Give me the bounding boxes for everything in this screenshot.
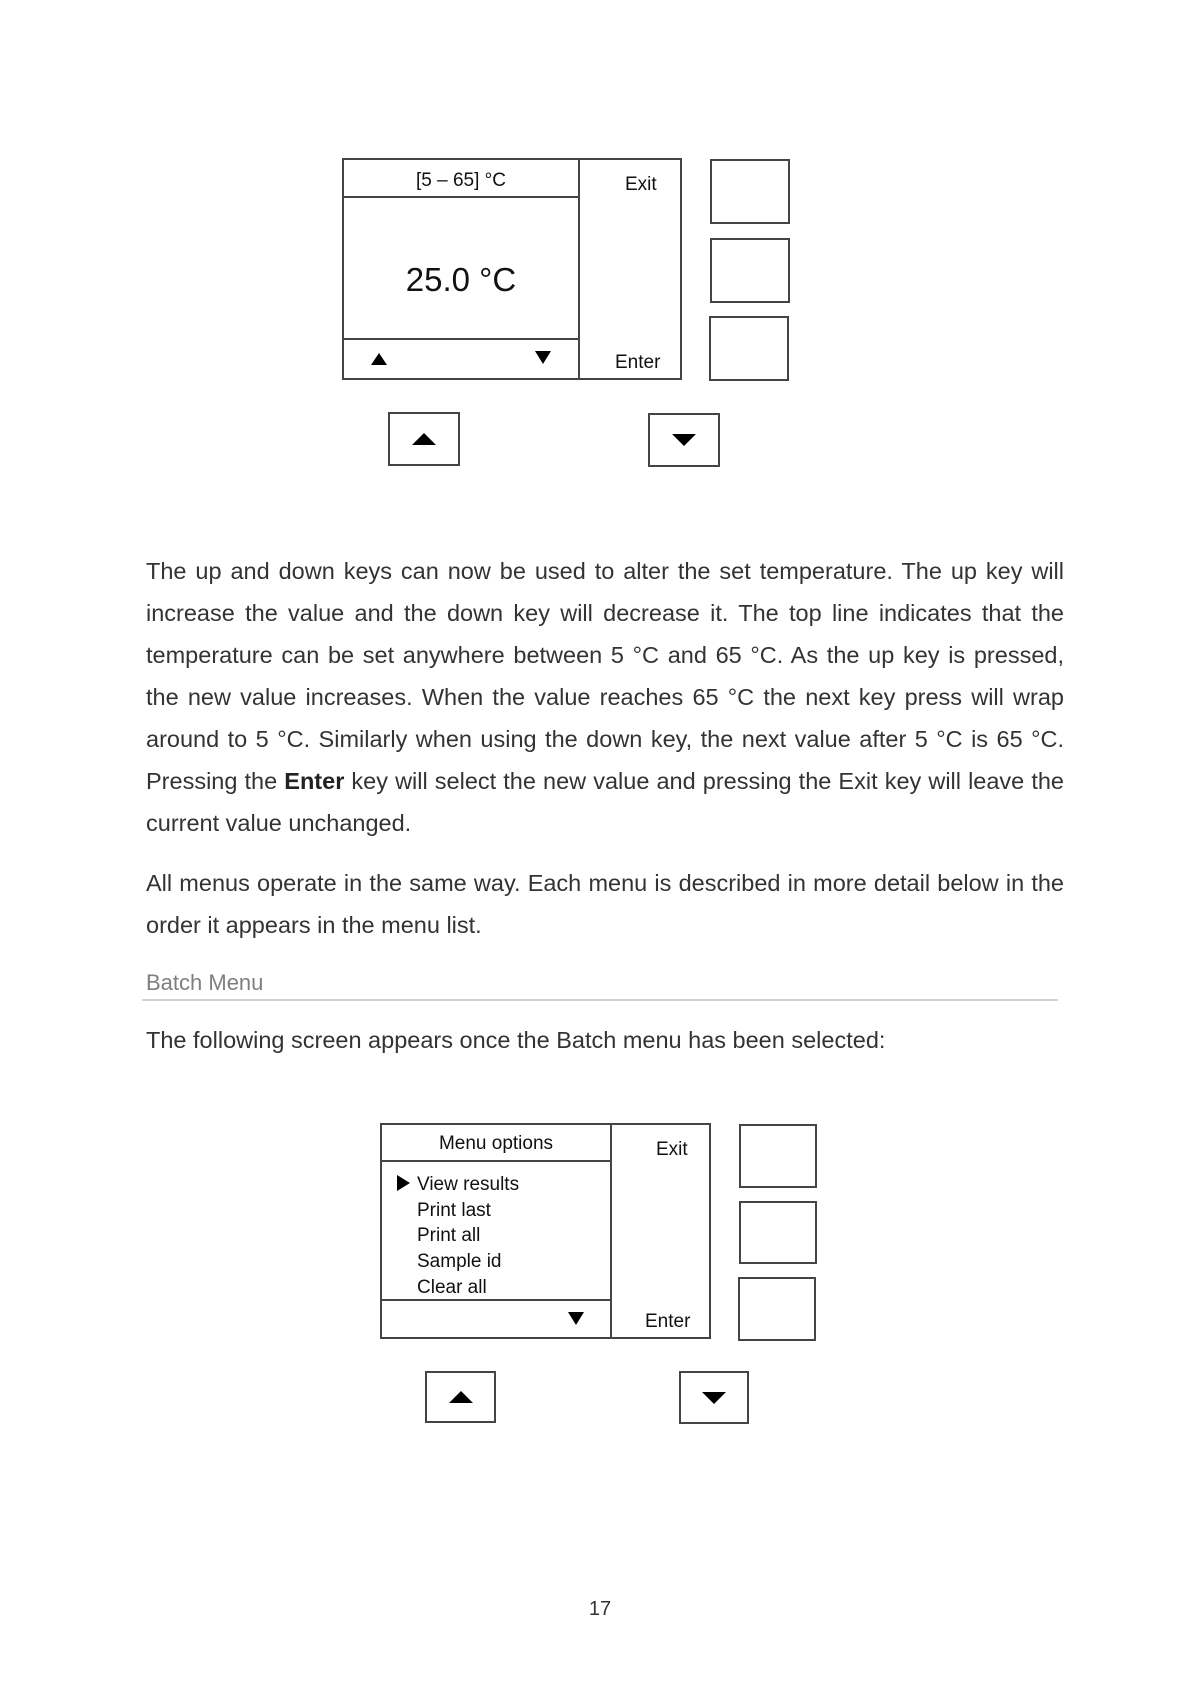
lcd-temperature-value: 25.0 °C [405,261,517,298]
middle-soft-button[interactable] [710,238,790,303]
lcd-range-header: [5 – 65] °C [416,170,506,191]
exit-label: Exit [625,174,657,195]
paragraph-text: key will select the new value and pressing the Exit key will leave the current value unchanged. [146,768,1064,836]
exit-soft-button[interactable] [739,1124,817,1188]
down-triangle-icon [535,351,551,364]
enter-label: Enter [615,352,661,373]
down-triangle-icon [568,1312,584,1325]
paragraph-text: The up and down keys can now be used to alter the set temperature. The up key will increase the value and the down key will decrease it. The top line indicates that the temperature can be set anywhere between 5 °C and 65 °C. As the up key is pressed, the new value increases. When the value reaches 65 °C the next key press will wrap around to 5 °C. Similarly when using the down key, the next value after 5 °C is 65 °C. Pressing the [146,558,1064,794]
selection-pointer-icon [397,1175,410,1191]
page-number: 17 [588,1598,612,1620]
enter-soft-button[interactable] [738,1277,816,1341]
menu-item-clear-all[interactable]: Clear all [417,1277,487,1298]
section-heading-batch-menu: Batch Menu [146,970,264,995]
down-arrow-icon [702,1392,726,1404]
temperature-instructions-paragraph [146,550,1064,844]
exit-label: Exit [656,1139,688,1160]
down-arrow-button[interactable] [679,1371,749,1424]
menu-item-print-last[interactable]: Print last [417,1200,491,1221]
enter-label: Enter [645,1311,691,1332]
middle-soft-button[interactable] [739,1201,817,1264]
menu-item-view-results[interactable]: View results [417,1174,520,1195]
lcd-header-divider [380,1160,612,1162]
menu-item-sample-id[interactable]: Sample id [417,1251,502,1272]
menu-item-print-all[interactable]: Print all [417,1225,481,1246]
batch-menu-intro-paragraph: The following screen appears once the Batch menu has been selected: [146,1027,886,1053]
lcd-screen [380,1123,612,1339]
up-arrow-icon [449,1391,473,1403]
up-arrow-button[interactable] [388,412,460,466]
up-triangle-icon [371,353,387,365]
lcd-footer-divider [380,1299,612,1301]
menu-options-header: Menu options [438,1133,554,1154]
menus-overview-paragraph: All menus operate in the same way. Each menu is described in more detail below in the order it appears in the menu list. [146,870,1064,938]
exit-soft-button[interactable] [710,159,790,224]
lcd-footer-divider [342,338,580,340]
down-arrow-button[interactable] [648,413,720,467]
down-arrow-icon [672,434,696,446]
enter-soft-button[interactable] [709,316,789,381]
enter-key-emphasis: Enter [284,768,345,794]
up-arrow-button[interactable] [425,1371,496,1423]
section-divider [142,999,1058,1001]
up-arrow-icon [412,433,436,445]
lcd-header-divider [342,196,580,198]
